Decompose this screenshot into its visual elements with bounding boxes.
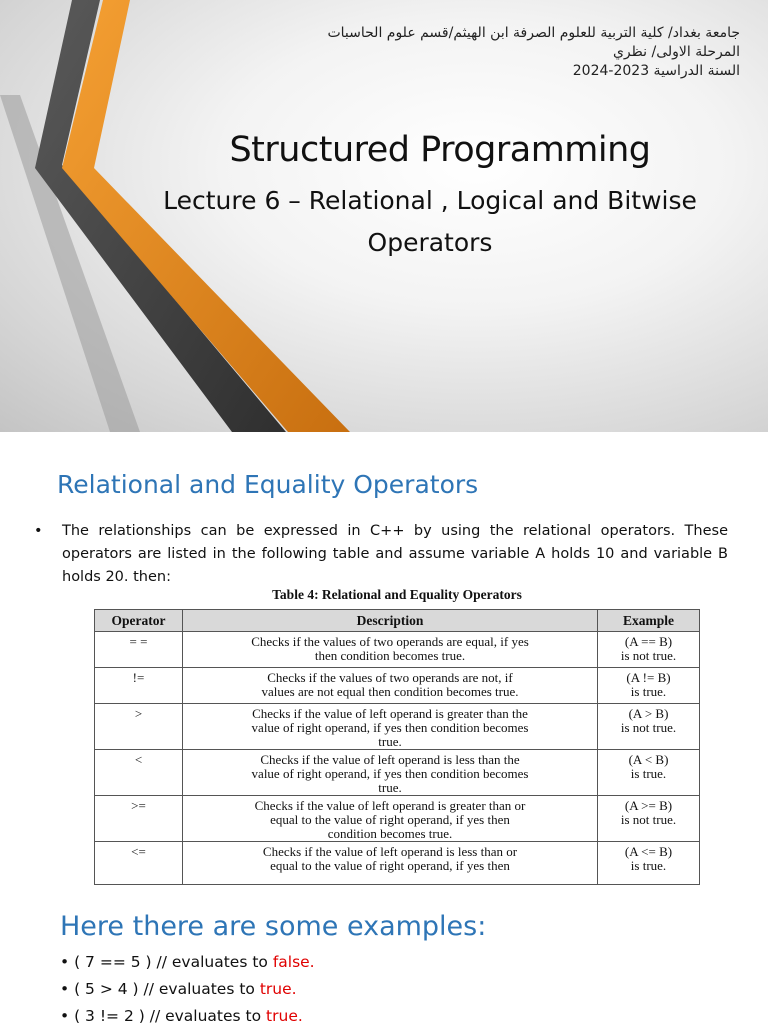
subtitle-line-1: Lecture 6 – Relational , Logical and Bitwise [163,186,697,215]
example-expression: (A >= B) [624,798,673,813]
table-row [95,796,700,842]
description-line: Checks if the value of left operand is greater than the [252,706,528,721]
operator-cell: >= [95,796,183,842]
example-expression: (A > B) [628,706,669,721]
example-expression: (A != B) [626,670,671,685]
university-header [220,24,740,81]
example-result: is not true. [620,648,677,663]
header-operator: Operator [95,610,183,632]
example-cell [598,704,700,750]
bullet-icon: • [34,523,43,539]
description-cell [183,632,598,668]
example-result-text: true. [259,980,297,998]
intro-text: The relationships can be expressed in C++ by using the relational operators. These operators are listed in the following table and assume variable A holds 10 and variable B holds 20. then: [62,523,728,585]
header-description: Description [183,610,598,632]
description-line: then condition becomes true. [314,648,466,663]
example-expression: (A < B) [628,752,669,767]
example-result: is true. [630,858,667,873]
example-cell [598,842,700,885]
example-expression-text: • ( 5 > 4 ) // evaluates to [60,980,260,998]
examples-list [60,952,315,1033]
table-row [95,842,700,885]
example-expression: (A == B) [624,634,673,649]
description-cell [183,704,598,750]
operator-cell: < [95,750,183,796]
intro-paragraph [34,520,728,589]
example-result-text: false. [272,953,315,971]
description-line: Checks if the values of two operands are not, if [267,670,513,685]
content-slide [0,432,768,1024]
description-cell [183,842,598,885]
lecture-subtitle [100,180,760,264]
title-slide [0,0,768,432]
example-cell [598,668,700,704]
course-title: Structured Programming [229,130,651,170]
description-cell [183,668,598,704]
example-result-text: true. [266,1007,303,1025]
operators-table [94,609,700,885]
header-line-3: السنة الدراسية 2023-2024 [572,63,740,79]
list-item [60,1006,315,1033]
example-expression-text: • ( 7 == 5 ) // evaluates to [60,953,273,971]
description-line: values are not equal then condition becomes true. [261,684,519,699]
example-result: is not true. [620,720,677,735]
example-result: is not true. [620,812,677,827]
section-heading: Relational and Equality Operators [57,470,479,499]
example-cell [598,750,700,796]
operators-table-wrapper [94,609,700,873]
description-line: value of right operand, if yes then condition becomes [251,766,529,781]
description-line: Checks if the values of two operands are equal, if yes [251,634,529,649]
description-line: true. [378,734,402,749]
example-cell [598,796,700,842]
description-cell [183,750,598,796]
description-line: equal to the value of right operand, if yes then [270,858,510,873]
description-line: true. [378,780,402,795]
description-line: condition becomes true. [327,826,453,841]
description-line: value of right operand, if yes then condition becomes [251,720,529,735]
operator-cell: <= [95,842,183,885]
description-cell [183,796,598,842]
header-line-1: جامعة بغداد/ كلية التربية للعلوم الصرفة ابن الهيثم/قسم علوم الحاسبات [327,25,740,41]
example-cell [598,632,700,668]
table-row [95,632,700,668]
example-result: is true. [630,766,667,781]
header-line-2: المرحلة الاولى/ نظري [612,44,740,60]
description-line: Checks if the value of left operand is less than or [262,844,518,859]
list-item [60,979,315,1006]
description-line: equal to the value of right operand, if yes then [270,812,510,827]
table-row [95,704,700,750]
table-row [95,668,700,704]
list-item [60,952,315,979]
subtitle-line-2: Operators [367,228,493,257]
operator-cell: = = [95,632,183,668]
table-header-row [95,610,700,632]
header-example: Example [598,610,700,632]
table-row [95,750,700,796]
table-caption: Table 4: Relational and Equality Operators [272,587,522,602]
description-line: Checks if the value of left operand is less than the [260,752,520,767]
operator-cell: > [95,704,183,750]
example-expression-text: • ( 3 != 2 ) // evaluates to [60,1007,267,1025]
example-expression: (A <= B) [624,844,673,859]
examples-heading: Here there are some examples: [60,911,487,942]
operator-cell: != [95,668,183,704]
description-line: Checks if the value of left operand is greater than or [254,798,526,813]
example-result: is true. [630,684,667,699]
